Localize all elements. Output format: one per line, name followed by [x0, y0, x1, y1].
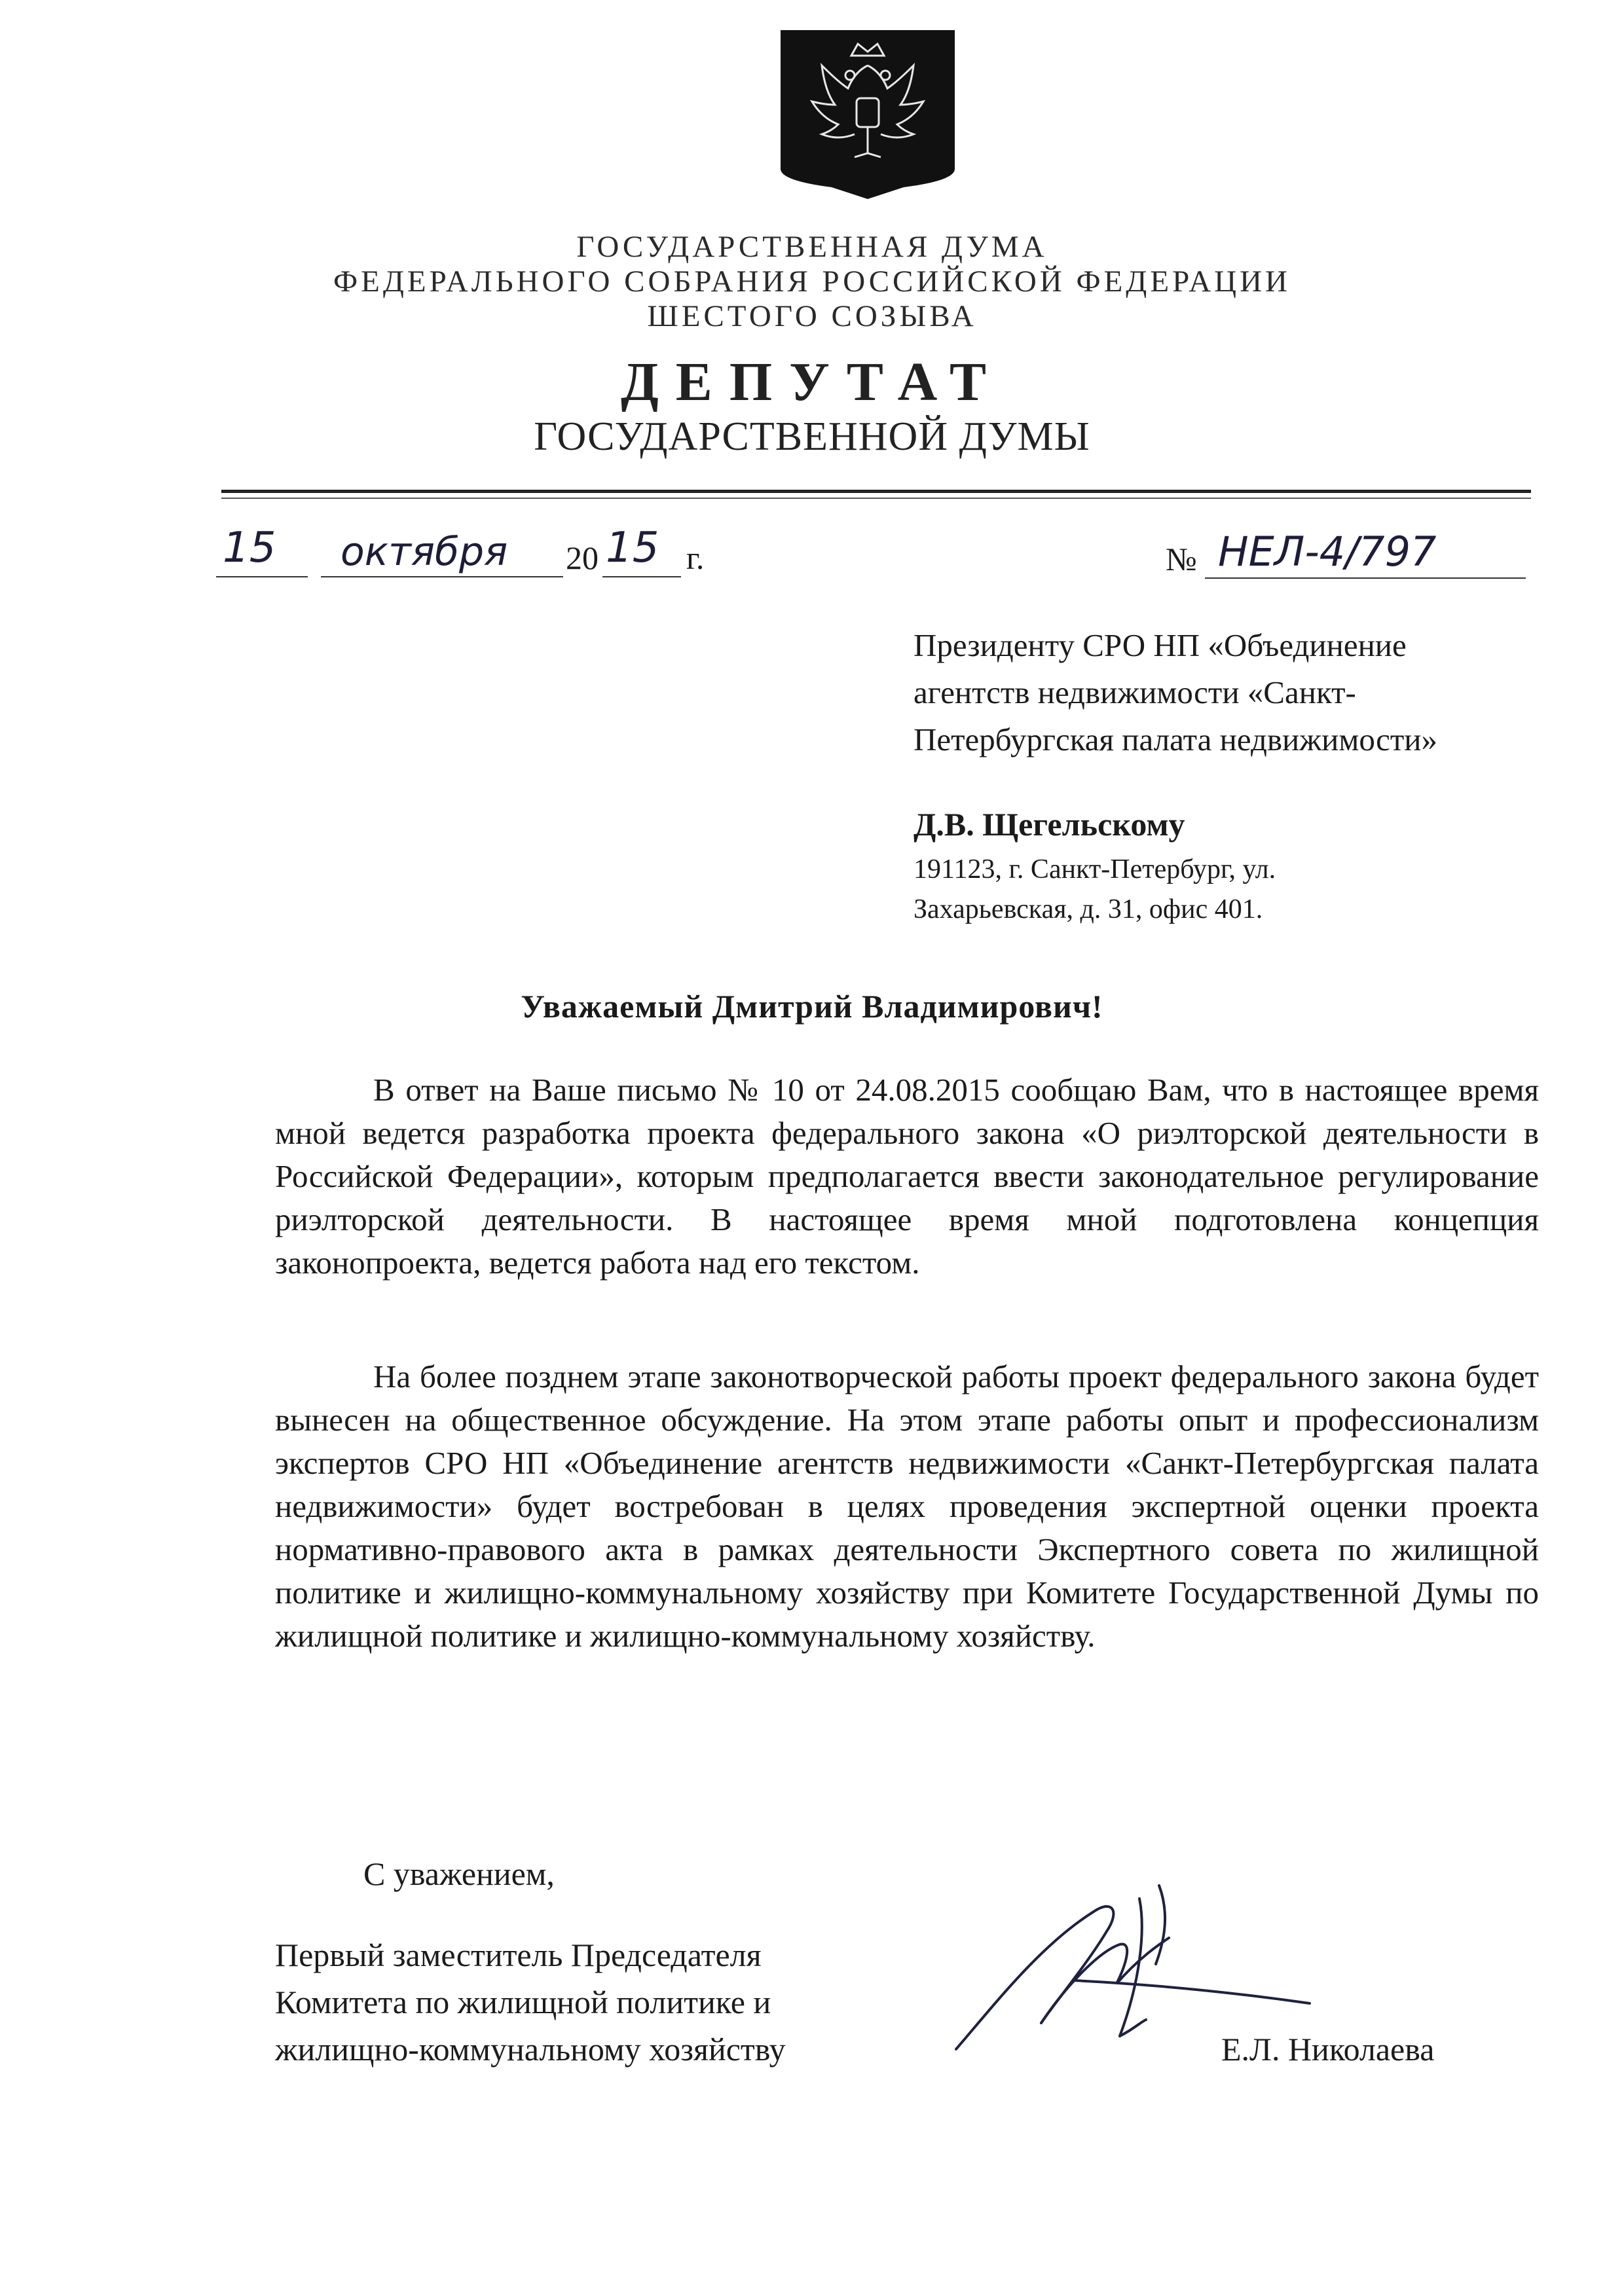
date-day: 15 — [223, 524, 276, 572]
signer-title-line-2: Комитета по жилищной политике и — [275, 1984, 771, 2020]
date-year-underline — [602, 576, 681, 577]
header-rule-thin — [221, 498, 1531, 499]
duma-subtitle: ГОСУДАРСТВЕННОЙ ДУМЫ — [534, 414, 1090, 459]
recipient-line-3: Петербургская палата недвижимости» — [913, 721, 1437, 757]
signer-name: Е.Л. Николаева — [1221, 2031, 1435, 2068]
recipient-line-1: Президенту СРО НП «Объединение — [913, 627, 1407, 663]
date-month: октября — [341, 529, 508, 575]
recipient-address-line-2: Захарьевская, д. 31, офис 401. — [913, 894, 1263, 924]
header-line-2: ФЕДЕРАЛЬНОГО СОБРАНИЯ РОССИЙСКОЙ ФЕДЕРАЦИИ — [333, 264, 1291, 299]
doc-number-label: № — [1166, 541, 1197, 577]
date-year-end: г. — [686, 539, 705, 576]
greeting: Уважаемый Дмитрий Владимирович! — [521, 988, 1103, 1025]
recipient-address-line-1: 191123, г. Санкт-Петербург, ул. — [913, 854, 1276, 884]
date-year-suffix: 15 — [606, 524, 659, 572]
signer-title-line-1: Первый заместитель Председателя — [275, 1937, 762, 1973]
date-month-underline — [321, 576, 563, 577]
date-year-prefix: 20 — [566, 539, 599, 576]
date-day-underline — [216, 576, 308, 577]
coat-of-arms-emblem — [773, 26, 963, 202]
doc-number-value: НЕЛ-4/797 — [1218, 528, 1437, 575]
signer-title-line-3: жилищно-коммунальному хозяйству — [275, 2031, 786, 2068]
recipient-line-2: агентств недвижимости «Санкт- — [913, 674, 1356, 710]
recipient-name: Д.В. Щегельскому — [913, 806, 1185, 843]
deputat-title: ДЕПУТАТ — [621, 352, 1003, 412]
doc-number-underline — [1205, 577, 1526, 579]
header-rule-thick — [221, 490, 1531, 493]
closing: С уважением, — [363, 1855, 555, 1892]
body-paragraph-2: На более позднем этапе законотворческой работы проект федерального закона будет вынесен на общественное обсуждение. На этом этапе работы опыт и профессионализм экспертов СРО НП «Объединение агентств недвижимости «Санкт-Петербургская палата недвижимости» будет востребован в целях проведения экспертной оценки проекта нормативно-правового акта в рамках деятельности Экспертного совета по жилищной политике и жилищно-коммунальному хозяйству при Комитете Государственной Думы по жилищной политике и жилищно-коммунальному хозяйству. — [275, 1358, 1539, 1654]
body-paragraph-1: В ответ на Ваше письмо № 10 от 24.08.2015 сообщаю Вам, что в настоящее время мной ведется разработка проекта федерального закона «О риэлторской деятельности в Российской Федерации», которым предполагается ввести законодательное регулирование риэлторской деятельности. В настоящее время мной подготовлена концепция законопроекта, ведется работа над его текстом. — [275, 1072, 1539, 1281]
header-line-3: ШЕСТОГО СОЗЫВА — [647, 299, 977, 333]
header-line-1: ГОСУДАРСТВЕННАЯ ДУМА — [576, 230, 1048, 264]
